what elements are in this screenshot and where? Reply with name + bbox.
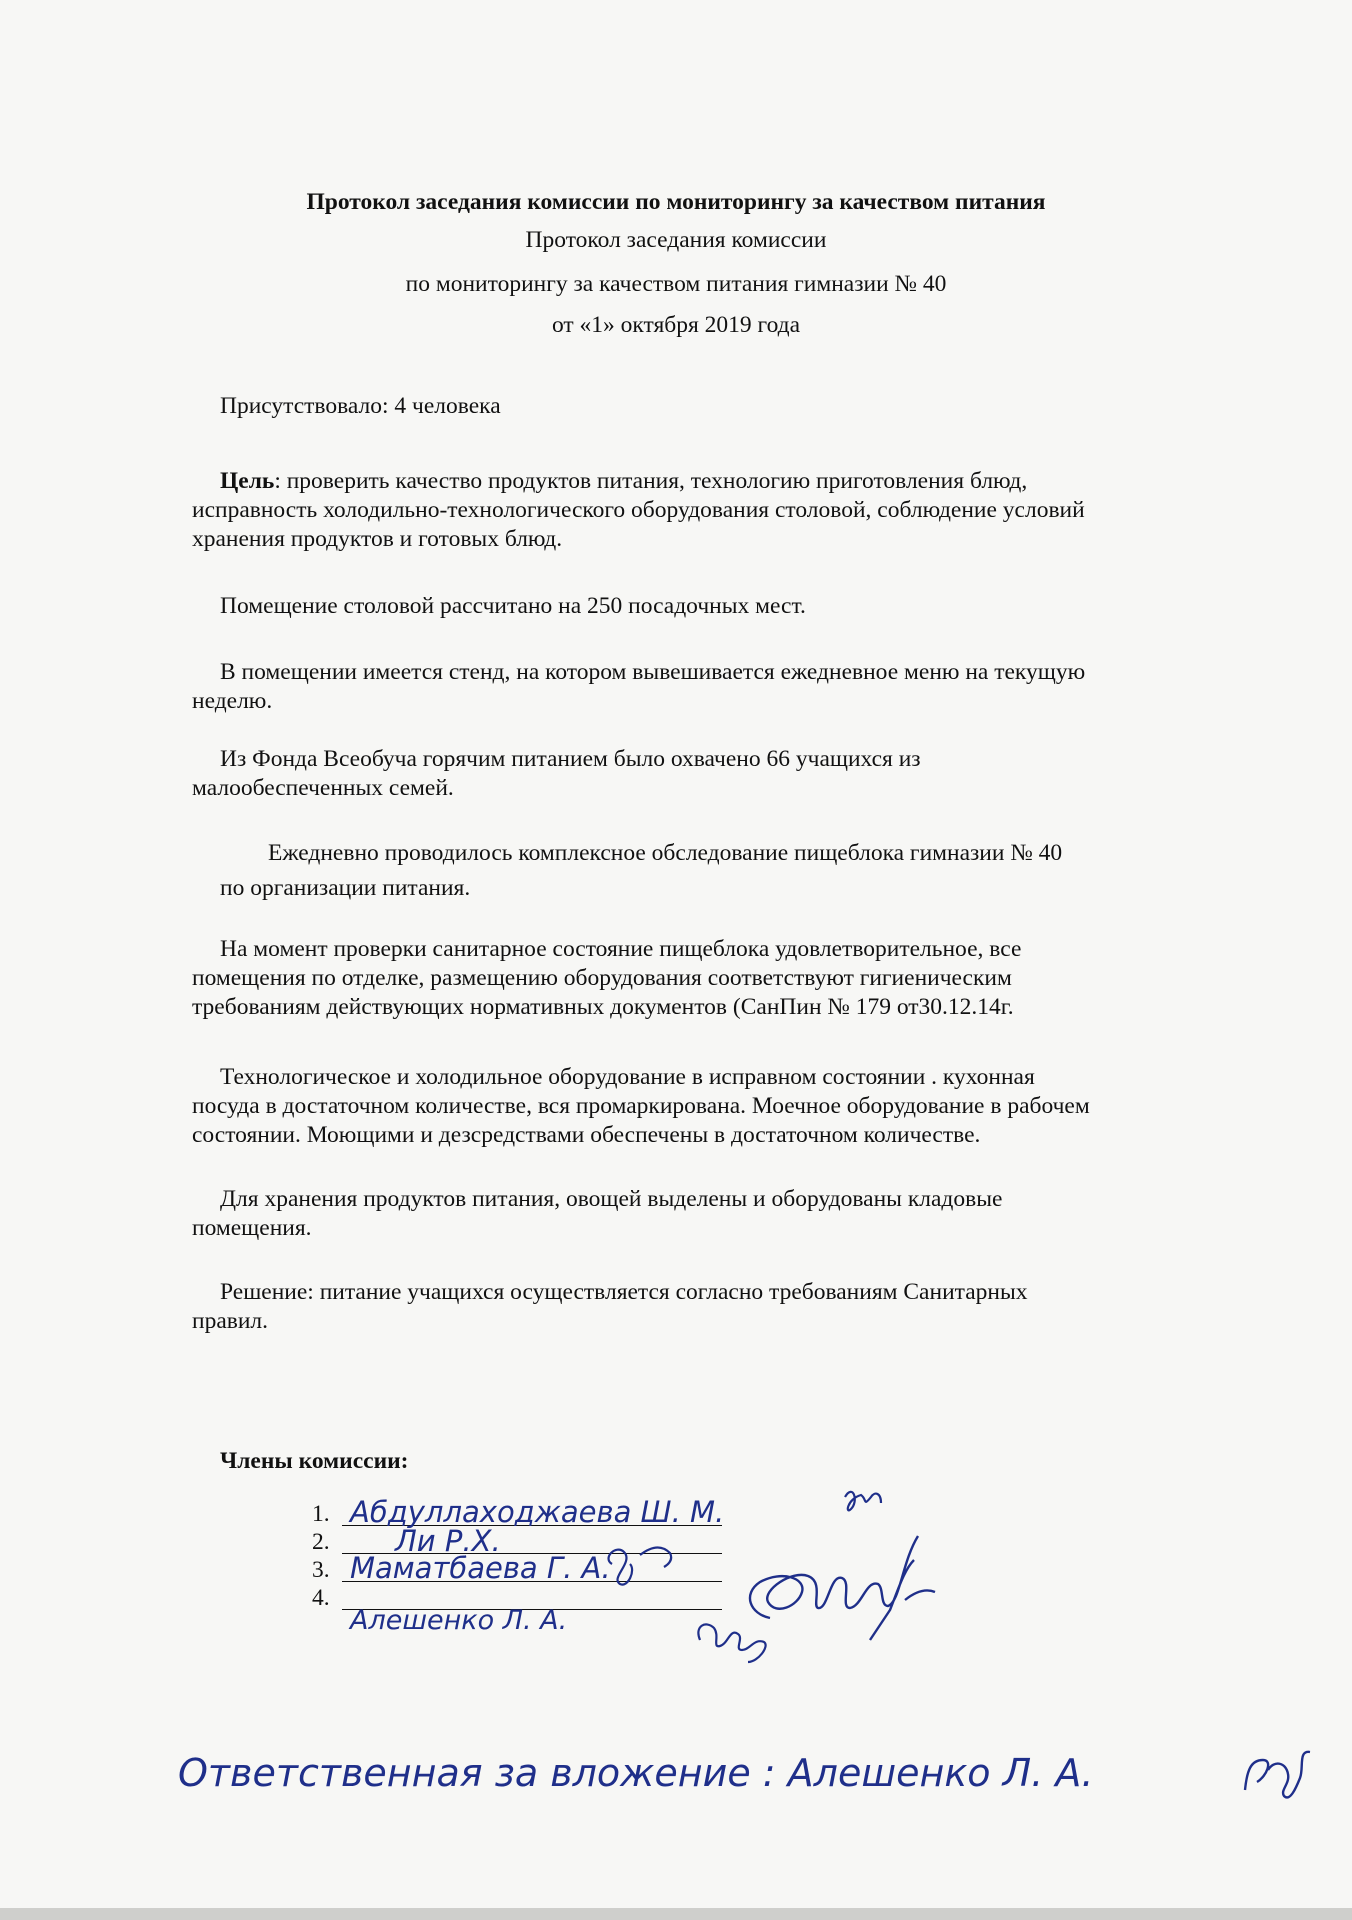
signature-footer-icon (1245, 1752, 1310, 1798)
paragraph-storage: Для хранения продуктов питания, овощей выделены и оборудованы кладовые помещения. (192, 1186, 1003, 1241)
goal-line-1: : проверить качество продуктов питания, технологию приготовления блюд, (274, 468, 1028, 494)
document-date: от «1» октября 2019 года (551, 312, 801, 338)
paragraph-vseobuch: Из Фонда Всеобуча горячим питанием было охвачено 66 учащихся из малообеспеченных семей. (192, 746, 921, 801)
signature-3-icon (750, 1536, 935, 1640)
attendance-line: Присутствовало: 4 человека (220, 393, 501, 419)
members-heading: Члены комиссии: (220, 1448, 409, 1474)
handwritten-member-4: Алешенко Л. А. (350, 1605, 568, 1636)
member-row: 3. (312, 1556, 342, 1584)
handwritten-member-3: Маматбаева Г. А. (350, 1551, 611, 1585)
subtitle-line-2: по мониторингу за качеством питания гимназии № 40 (405, 271, 947, 297)
handwritten-member-2: Ли Р.Х. (395, 1524, 501, 1558)
paragraph-menu-stand: В помещении имеется стенд, на котором вывешивается ежедневное меню на текущую неделю. (192, 659, 1086, 714)
goal-line-3: хранения продуктов и готовых блюд. (192, 526, 563, 552)
paragraph-equipment: Технологическое и холодильное оборудование в исправном состоянии . кухонная посуда в достаточном количестве, вся промаркирована. Моечное оборудование в рабочем состоянии. Моющими и дезсредствами обеспечены в достаточном количестве. (192, 1064, 1090, 1148)
document-title: Протокол заседания комиссии по мониторингу за качеством питания (306, 189, 1046, 215)
signature-1-icon (845, 1492, 881, 1511)
member-row: 2. (312, 1528, 342, 1556)
handwritten-note: Ответственная за вложение : Алешенко Л. А. (178, 1751, 1094, 1795)
paragraph-decision: Решение: питание учащихся осуществляется согласно требованиям Санитарных правил. (192, 1279, 1028, 1334)
paragraph-seating: Помещение столовой рассчитано на 250 посадочных мест. (220, 593, 806, 619)
signature-2-icon (609, 1547, 672, 1584)
signature-4-icon (698, 1624, 765, 1662)
goal-line-2: исправность холодильно-технологического оборудования столовой, соблюдение условий (192, 497, 1085, 523)
goal-label: Цель (220, 468, 275, 494)
member-row: 4. (312, 1584, 342, 1612)
handwritten-member-1: Абдуллаходжаева Ш. М. (350, 1495, 725, 1529)
member-row: 1. (312, 1500, 342, 1528)
scan-edge (0, 1908, 1352, 1920)
paragraph-inspection: Ежедневно проводилось комплексное обследование пищеблока гимназии № 40 по организации питания. (220, 840, 1063, 901)
paragraph-sanitary: На момент проверки санитарное состояние пищеблока удовлетворительное, все помещения по отделке, размещению оборудования соответствуют гигиеническим требованиям действующих нормативных документов (СанПин № 179 от30.12.14г. (192, 936, 1022, 1020)
subtitle-line-1: Протокол заседания комиссии (525, 227, 827, 253)
